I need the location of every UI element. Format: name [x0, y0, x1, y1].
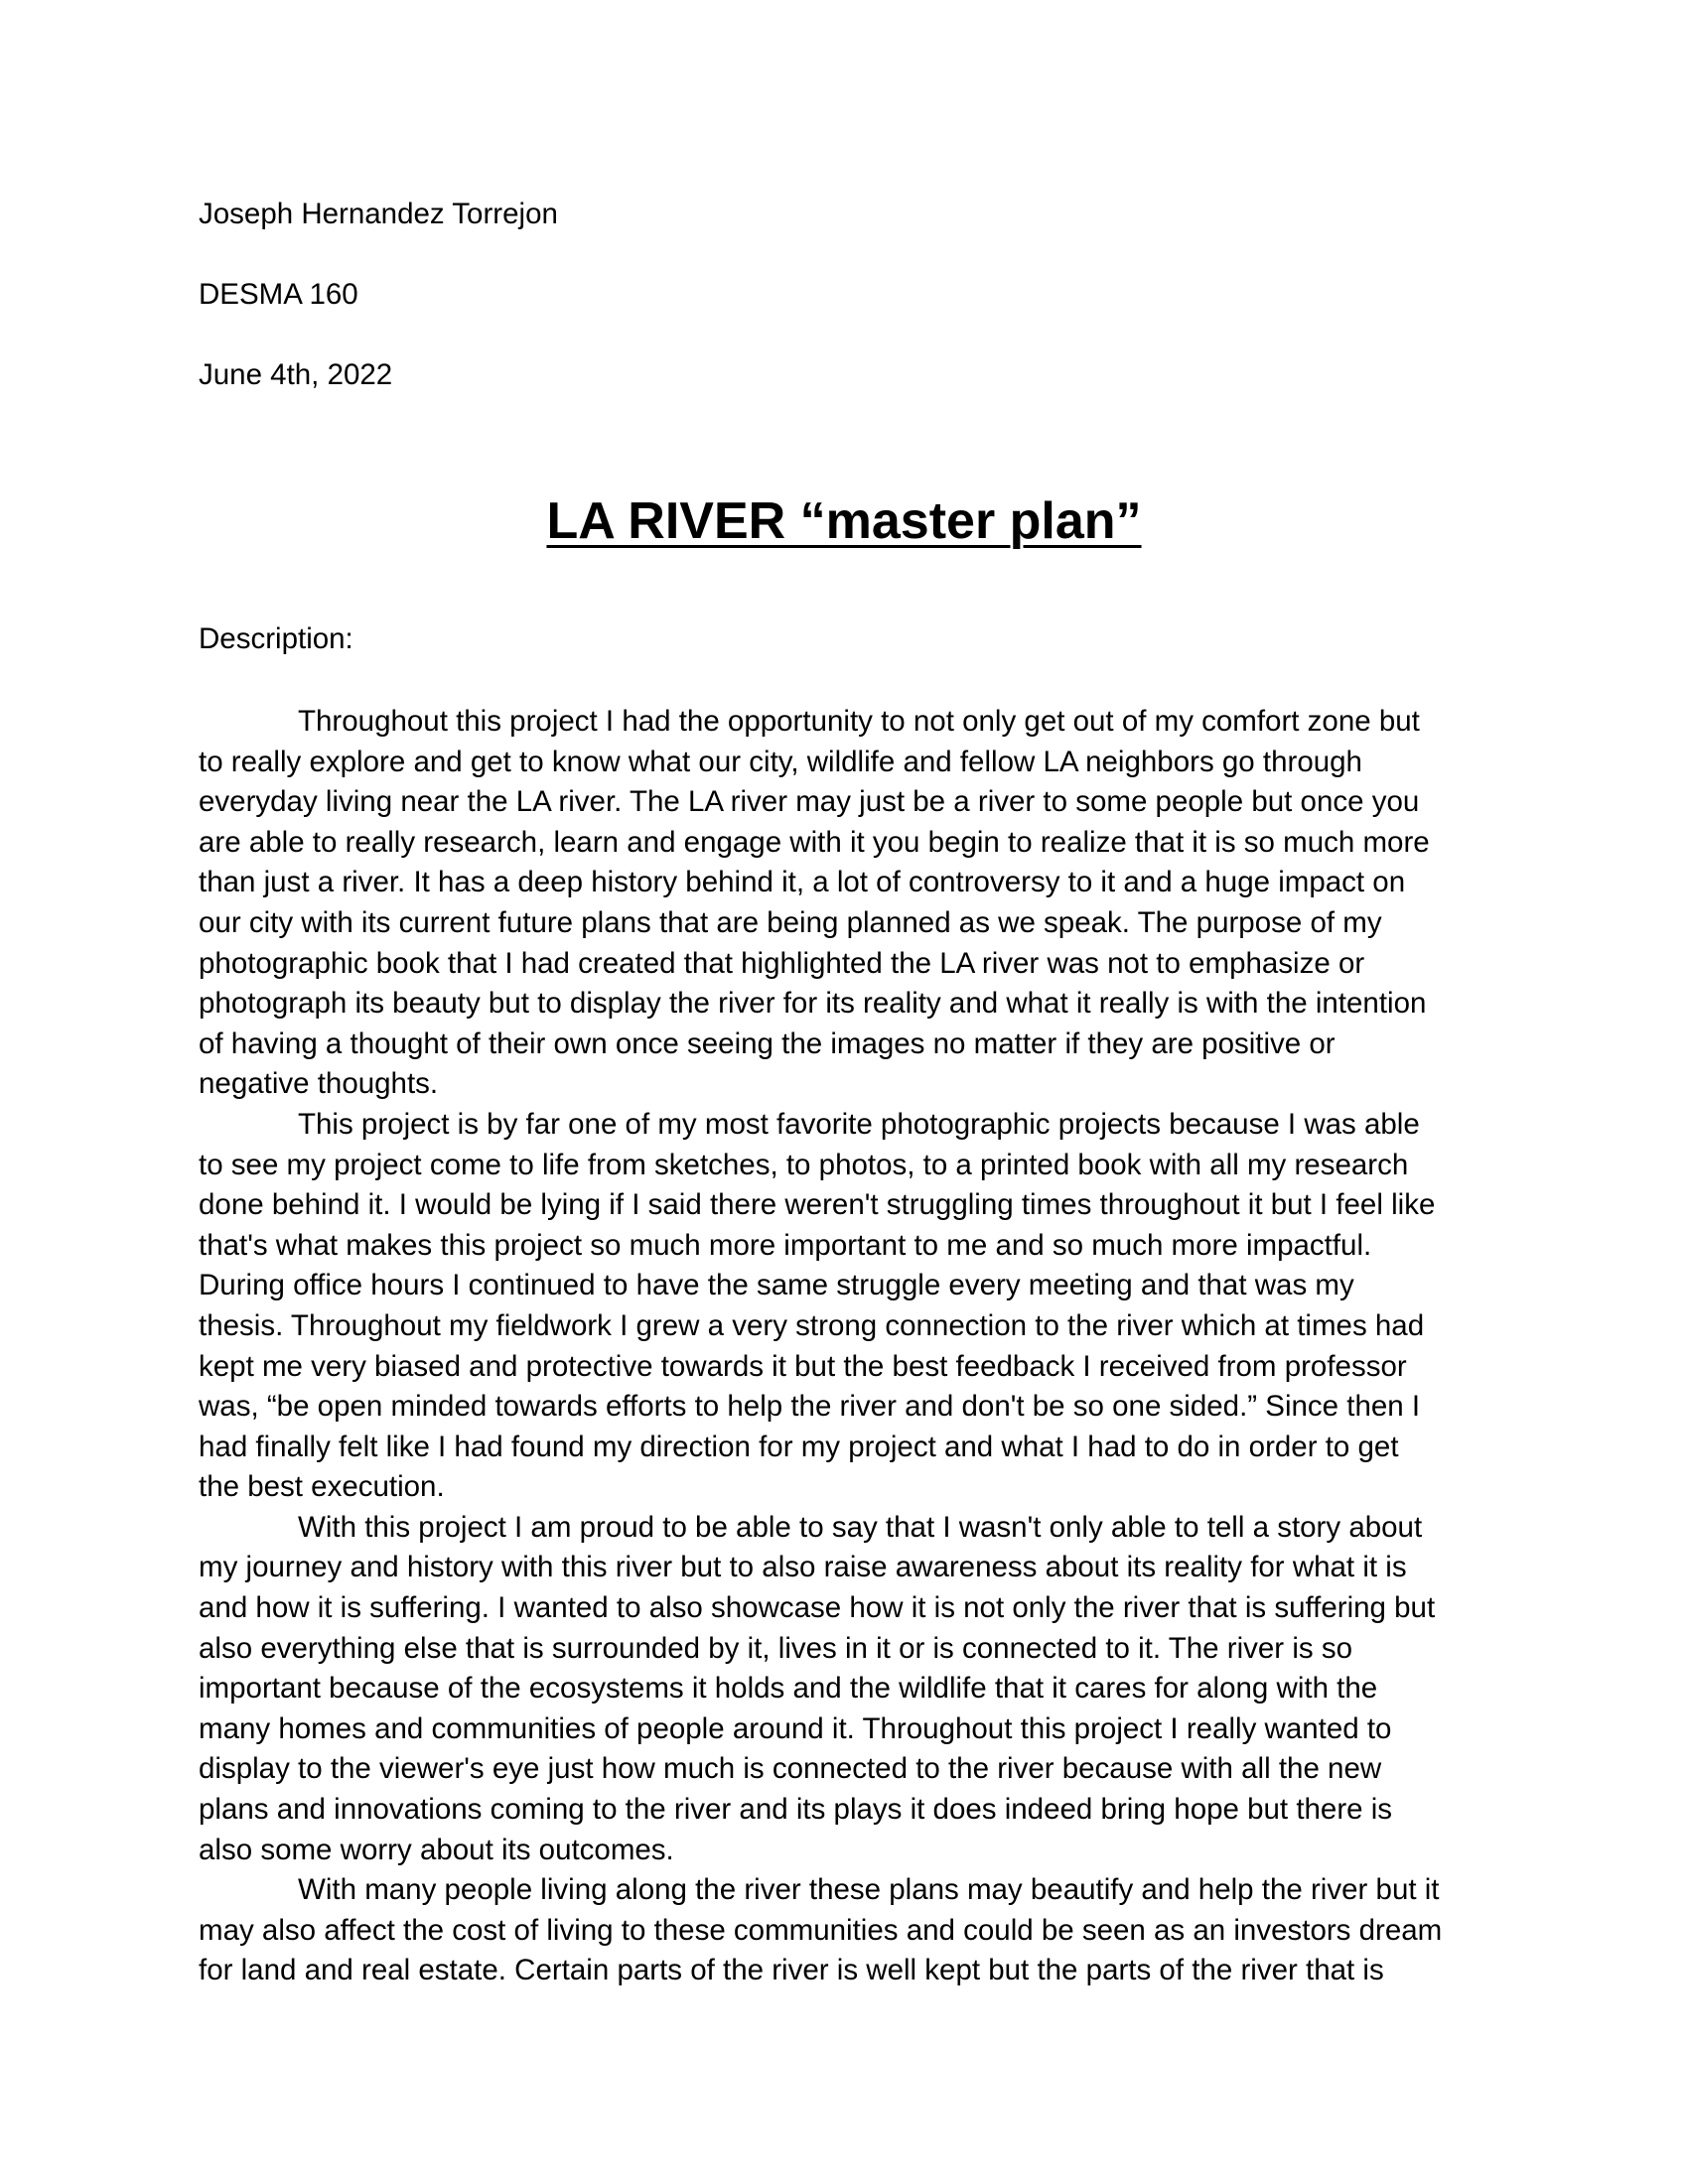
text-line: our city with its current future plans that are being planned as we speak. The purpose of my — [199, 905, 1382, 939]
text-line: Throughout this project I had the opportunity to not only get out of my comfort zone but — [298, 705, 1420, 738]
text-line: With this project I am proud to be able to say that I wasn't only able to tell a story about — [298, 1510, 1423, 1544]
author-name: Joseph Hernandez Torrejon — [199, 198, 558, 230]
text-line: also some worry about its outcomes. — [199, 1833, 674, 1866]
text-line: many homes and communities of people around it. Throughout this project I really wanted to — [199, 1711, 1392, 1745]
text-line: photograph its beauty but to display the river for its reality and what it really is with the intention — [199, 987, 1427, 1021]
text-line: thesis. Throughout my fieldwork I grew a very strong connection to the river which at times had — [199, 1308, 1425, 1342]
text-line: kept me very biased and protective towards it but the best feedback I received from professor — [199, 1349, 1407, 1383]
text-line: was, “be open minded towards efforts to help the river and don't be so one sided.” Since then I — [199, 1390, 1421, 1424]
paragraph — [199, 1870, 1509, 1991]
text-line: to really explore and get to know what our city, wildlife and fellow LA neighbors go through — [199, 745, 1362, 778]
text-line: to see my project come to life from sketches, to photos, to a printed book with all my research — [199, 1148, 1409, 1181]
document-body — [199, 702, 1509, 1991]
text-line: that's what makes this project so much more important to me and so much more impactful. — [199, 1228, 1372, 1262]
text-line: and how it is suffering. I wanted to also showcase how it is not only the river that is suffering but — [199, 1591, 1436, 1625]
paragraph — [199, 1105, 1509, 1508]
paragraph — [199, 1508, 1509, 1870]
text-line: During office hours I continued to have the same struggle every meeting and that was my — [199, 1269, 1354, 1302]
text-line: everyday living near the LA river. The LA river may just be a river to some people but once you — [199, 785, 1420, 819]
text-line: are able to really research, learn and engage with it you begin to realize that it is so much more — [199, 825, 1430, 859]
course-name: DESMA 160 — [199, 278, 358, 311]
text-line: done behind it. I would be lying if I said there weren't struggling times throughout it but I feel like — [199, 1188, 1436, 1222]
text-line: negative thoughts. — [199, 1067, 439, 1101]
text-line: plans and innovations coming to the river and its plays it does indeed bring hope but there is — [199, 1793, 1393, 1827]
text-line: for land and real estate. Certain parts of the river is well kept but the parts of the river that is — [199, 1954, 1384, 1987]
description-label: Description: — [199, 622, 353, 655]
text-line: This project is by far one of my most favorite photographic projects because I was able — [298, 1107, 1420, 1141]
text-line: than just a river. It has a deep history behind it, a lot of controversy to it and a huge impact on — [199, 866, 1406, 899]
text-line: of having a thought of their own once seeing the images no matter if they are positive or — [199, 1026, 1336, 1060]
text-line: had finally felt like I had found my direction for my project and what I had to do in order to get — [199, 1430, 1399, 1463]
text-line: important because of the ecosystems it holds and the wildlife that it cares for along with the — [199, 1672, 1378, 1706]
text-line: my journey and history with this river but to also raise awareness about its reality for what it is — [199, 1551, 1407, 1584]
text-line: display to the viewer's eye just how much is connected to the river because with all the new — [199, 1752, 1382, 1786]
text-line: With many people living along the river these plans may beautify and help the river but it — [298, 1873, 1440, 1907]
text-line: the best execution. — [199, 1470, 445, 1504]
document-title: LA RIVER “master plan” — [546, 492, 1142, 550]
text-line: may also affect the cost of living to these communities and could be seen as an investors dream — [199, 1913, 1443, 1947]
paragraph — [199, 702, 1509, 1105]
text-line: photographic book that I had created that highlighted the LA river was not to emphasize or — [199, 946, 1365, 980]
text-line: also everything else that is surrounded by it, lives in it or is connected to it. The river is so — [199, 1631, 1352, 1665]
document-date: June 4th, 2022 — [199, 358, 393, 391]
